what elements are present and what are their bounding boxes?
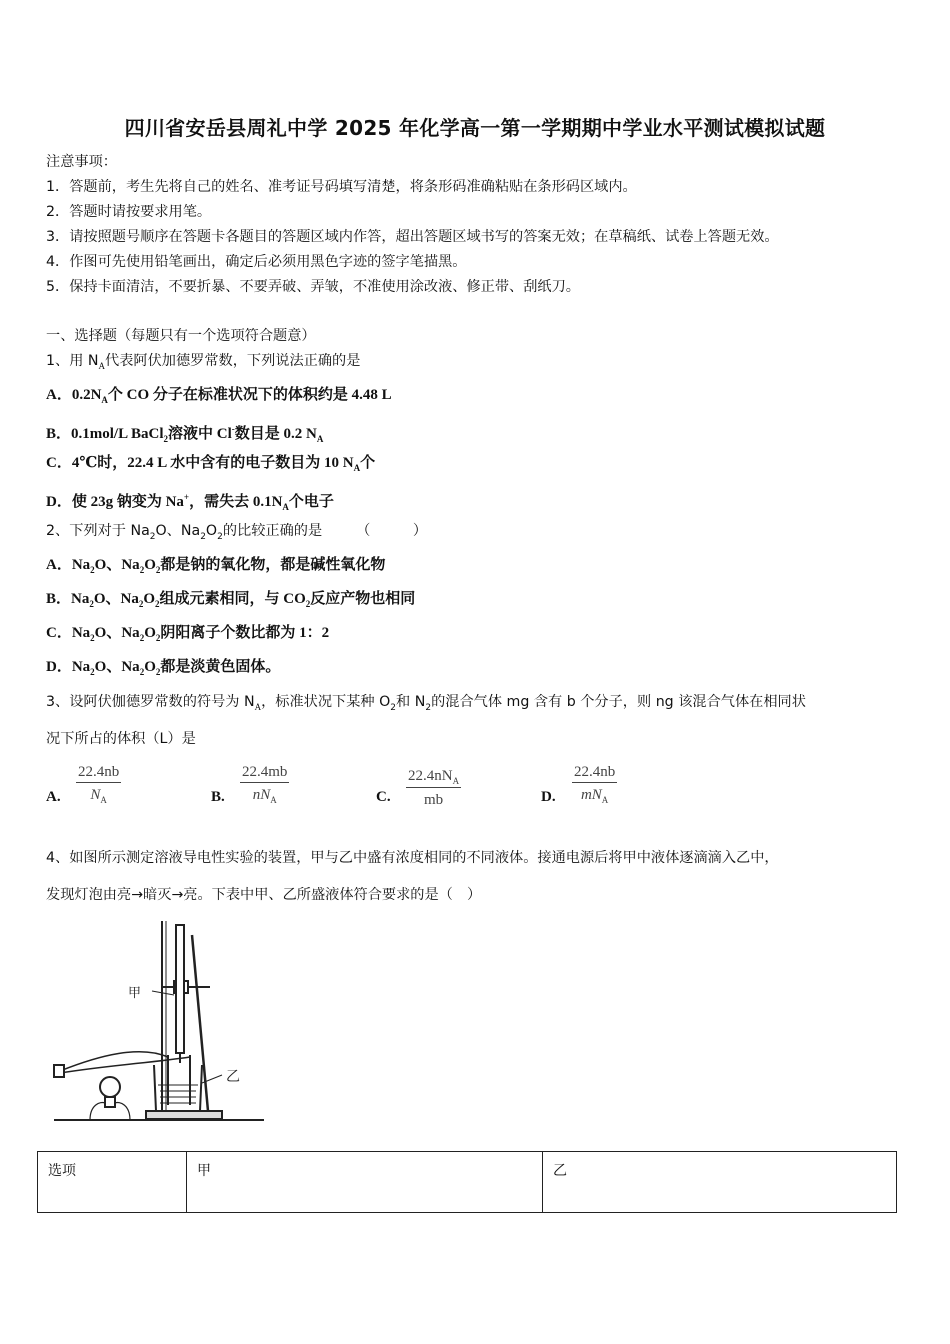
question-2-option-a: A．$Na_2O$、$Na_2O_2$都是钠的氧化物，都是碱性氧化物 <box>46 557 386 575</box>
notice-item-3: 3．请按照题号顺序在答题卡各题目的答题区域内作答，超出答题区域书写的答案无效；在草稿纸、试卷上答题无效。 <box>46 229 779 245</box>
question-1-option-d: D．使 23g 钠变为 Na+，需失去 $0.1N_A$个电子 <box>46 492 334 512</box>
notice-item-2: 2．答题时请按要求用笔。 <box>46 204 212 220</box>
question-1-option-c: C．4℃时，22.4 L 水中含有的电子数目为 10 $N_A$个 <box>46 455 376 473</box>
question-3-option-a-fraction: $\frac{22.4nb}{N_A}$ <box>78 764 120 805</box>
table-header-option: 选项 <box>38 1152 187 1213</box>
table-header-jia: 甲 <box>187 1152 543 1213</box>
question-3-option-b-label: B. <box>211 789 225 805</box>
question-3-option-a-label: A. <box>46 789 61 805</box>
notice-heading: 注意事项： <box>46 154 117 170</box>
table-header-yi: 乙 <box>543 1152 897 1213</box>
answer-table <box>37 1151 897 1213</box>
figure-label-yi: 乙 <box>226 1069 240 1085</box>
figure-label-jia: 甲 <box>128 986 142 1001</box>
notice-item-5: 5．保持卡面清洁，不要折暴、不要弄破、弄皱，不准使用涂改液、修正带、刮纸刀。 <box>46 279 580 295</box>
notice-item-1: 1．答题前，考生先将自己的姓名、准考证号码填写清楚，将条形码准确粘贴在条形码区域内。 <box>46 179 637 195</box>
question-2-stem: 2、下列对于 $Na_2O$、$Na_2O_2$的比较正确的是 （ ） <box>46 523 428 542</box>
question-4-stem-line-2: 发现灯泡由亮→暗灭→亮。下表中甲、乙所盛液体符合要求的是（ ） <box>46 887 482 903</box>
question-3-option-b-fraction: 22.4mb $nN_A$ <box>242 764 288 805</box>
question-1-stem: 1、用 $N_A$代表阿伏加德罗常数，下列说法正确的是 <box>46 353 361 371</box>
question-4-stem-line-1: 4、如图所示测定溶液导电性实验的装置，甲与乙中盛有浓度相同的不同液体。接通电源后将甲中液体逐滴滴入乙中， <box>46 850 779 866</box>
question-3-option-d-label: D. <box>541 789 556 805</box>
question-1-option-b: B．0.1mol/L BaCl$_2$溶液中 Cl-数目是 0.2 $N_A$ <box>46 424 324 444</box>
question-3-stem-line-2: 况下所占的体积（L）是 <box>46 731 196 747</box>
question-3-stem-line-1: 3、设阿伏伽德罗常数的符号为 $N_A$，标准状况下某种 $O_2$和 $N_2$的混合气体 mg 含有 b 个分子，则 ng 该混合气体在相同状 <box>46 694 806 713</box>
question-2-option-d: D．$Na_2O$、$Na_2O_2$都是淡黄色固体。 <box>46 659 281 677</box>
question-2-option-c: C．$Na_2O$、$Na_2O_2$阴阳离子个数比都为 1：2 <box>46 625 330 643</box>
notice-item-4: 4．作图可先使用铅笔画出，确定后必须用黑色字迹的签字笔描黑。 <box>46 254 467 270</box>
question-3-option-c-fraction: $22.4nN_A$ mb <box>408 768 460 808</box>
question-3-option-c-label: C. <box>376 789 391 805</box>
question-3-option-d-fraction: 22.4nb $mN_A$ <box>574 764 616 805</box>
table-header-row <box>38 1152 897 1213</box>
conductivity-apparatus-figure <box>50 915 270 1127</box>
page-title: 四川省安岳县周礼中学 2025 年化学高一第一学期期中学业水平测试模拟试题 <box>124 116 826 140</box>
question-1-option-a: A．$0.2N_A$个 CO 分子在标准状况下的体积约是 4.48 L <box>46 387 392 405</box>
question-2-option-b: B．$Na_2O$、$Na_2O_2$组成元素相同，与 $CO_2$反应产物也相同 <box>46 591 416 609</box>
section-heading: 一、选择题（每题只有一个选项符合题意） <box>46 328 316 344</box>
